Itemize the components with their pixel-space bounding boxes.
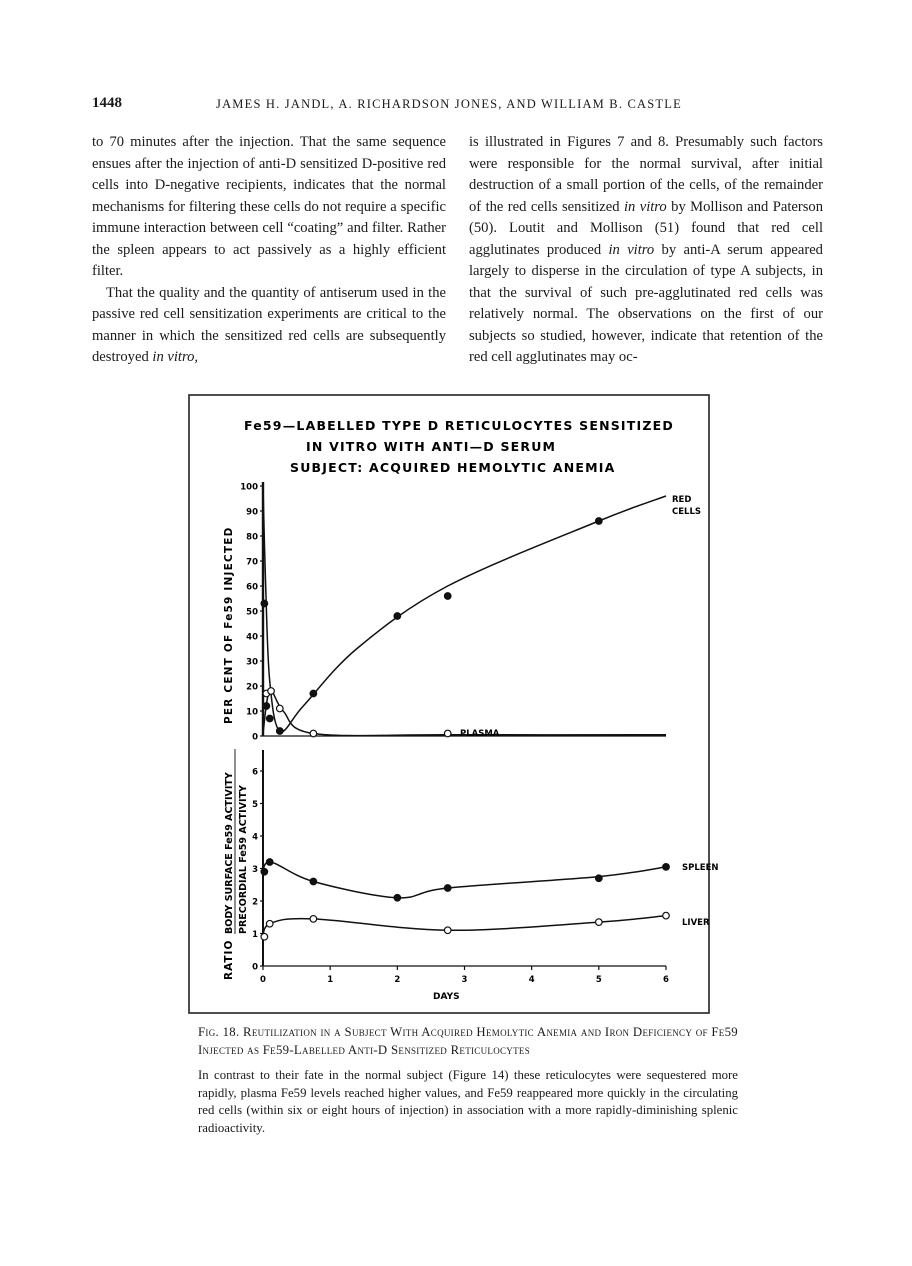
top-y-tick-label: 40 (246, 632, 258, 643)
x-axis-label: DAYS (433, 992, 460, 1002)
top-y-axis-label: PER CENT OF Fe59 INJECTED (223, 526, 235, 724)
red-cells-point (444, 593, 451, 600)
bottom-y-tick-label: 2 (252, 897, 258, 908)
bottom-y-axis-label-denominator: PRECORDIAL Fe59 ACTIVITY (238, 785, 249, 934)
spleen-point (310, 878, 317, 885)
red-cells-point (310, 690, 317, 697)
top-y-tick-label: 0 (252, 732, 258, 743)
spleen-point (596, 875, 603, 882)
left-column (92, 132, 446, 369)
right-italic-1: in vitro (623, 198, 667, 215)
plasma-point (276, 705, 283, 712)
page-number: 1448 (92, 95, 122, 111)
figure-caption (198, 1024, 738, 1137)
series-label-red-cells-1: RED (672, 495, 692, 505)
plasma-point (268, 688, 275, 695)
bottom-y-tick-label: 0 (252, 962, 258, 973)
red-cells-point (266, 715, 273, 722)
page-header (92, 95, 820, 115)
spleen-point (261, 868, 268, 875)
figure-title-line-2: IN VITRO WITH ANTI—D SERUM (306, 439, 557, 454)
series-label-red-cells-2: CELLS (672, 507, 701, 517)
spleen-curve (263, 862, 666, 898)
liver-point (261, 933, 268, 940)
right-column (469, 132, 823, 369)
figure-title-line-1: Fe59—LABELLED TYPE D RETICULOCYTES SENSITIZED (244, 418, 674, 433)
right-italic-2: in vitro (608, 241, 655, 258)
red-cells-curve (263, 486, 666, 732)
top-y-tick-label: 80 (246, 532, 258, 543)
bottom-y-tick-label: 6 (252, 767, 258, 778)
x-tick-label: 6 (663, 975, 669, 985)
caption-description: In contrast to their fate in the normal subject (Figure 14) these reticulocytes were sequestered more rapidly, plasma Fe59 levels reached higher values, and Fe59 reappeared more quickly in the circulating red cells (within six or eight hours of injection) in association with a more rapidly-diminishing splenic radioactivity. (198, 1068, 738, 1135)
spleen-point (394, 894, 401, 901)
spleen-point (663, 864, 670, 871)
figure-title-line-3: SUBJECT: ACQUIRED HEMOLYTIC ANEMIA (290, 460, 616, 475)
right-text-1: is illustrated in Figures 7 and 8. Presumably such factors were responsible for the normal survival, after initial destruction of a small portion of the cells, of the remainder of the red cells sensitized (469, 134, 823, 215)
right-text-2: by Mollison and Paterson (50). Loutit and Mollison (51) found that red cell agglutinates produced (469, 198, 823, 258)
bottom-y-tick-label: 4 (252, 832, 258, 843)
x-tick-label: 2 (394, 975, 401, 985)
left-paragraph-1: to 70 minutes after the injection. That the same sequence ensues after the injection of anti-D sensitized D-positive red cells into D-negative recipients, indicates that the normal mechanisms for filtering these cells do not require a specific immune interaction between cell “coating” and filter. Rather the spleen appears to act passively as a highly efficient filter. (92, 134, 446, 279)
x-tick-label: 1 (327, 975, 334, 985)
top-y-tick-label: 90 (246, 507, 258, 518)
x-tick-label: 5 (595, 975, 602, 985)
top-y-tick-label: 10 (246, 707, 258, 718)
top-y-tick-label: 30 (246, 657, 258, 668)
liver-point (663, 912, 670, 919)
series-label-spleen: SPLEEN (682, 863, 719, 873)
liver-point (596, 919, 603, 926)
liver-point (310, 916, 317, 923)
figure-18 (188, 394, 719, 1014)
bottom-y-tick-label: 1 (252, 930, 258, 940)
plasma-point (310, 730, 317, 737)
x-tick-label: 3 (461, 975, 468, 985)
left-paragraph-2 (92, 283, 446, 369)
top-y-tick-label: 50 (246, 607, 258, 618)
liver-point (266, 920, 273, 927)
red-cells-point (596, 518, 603, 525)
top-y-tick-label: 70 (246, 557, 258, 568)
caption-title: Fig. 18. Reutilization in a Subject With Acquired Hemolytic Anemia and Iron Deficiency of Fe59 Injected as Fe59-Labelled Anti-D Sensitized Reticulocytes (198, 1025, 738, 1057)
figure-chart (188, 394, 719, 1014)
left-paragraph-2-text: That the quality and the quantity of antiserum used in the passive red cell sensitization experiments are critical to the manner in which the sensitized red cells are subsequently destroyed (92, 284, 446, 365)
series-label-plasma: PLASMA (460, 729, 500, 739)
bottom-y-tick-label: 5 (252, 800, 258, 810)
x-tick-label: 4 (528, 975, 535, 985)
bottom-y-axis-label-numerator: BODY SURFACE Fe59 ACTIVITY (224, 772, 235, 934)
axes-group (240, 482, 669, 985)
liver-curve (263, 916, 666, 940)
red-cells-point (276, 728, 283, 735)
plasma-point (444, 730, 451, 737)
right-text-3: by anti-A serum appeared largely to disperse in the circulation of type A subjects, in that the survival of such pre-agglutinated red cells was relatively normal. The observations on the first of our subjects so studied, however, indicate that retention of the red cell agglutinates may oc- (469, 241, 823, 365)
spleen-point (444, 885, 451, 892)
red-cells-point (261, 600, 268, 607)
top-y-tick-label: 100 (240, 482, 258, 493)
series-label-liver: LIVER (682, 918, 710, 928)
liver-point (444, 927, 451, 934)
left-paragraph-2-italic: in vitro, (152, 349, 199, 365)
top-y-tick-label: 20 (246, 682, 258, 693)
running-head: JAMES H. JANDL, A. RICHARDSON JONES, AND WILLIAM B. CASTLE (216, 97, 682, 111)
red-cells-point (263, 703, 270, 710)
top-y-tick-label: 60 (246, 582, 258, 593)
curves-group (263, 486, 666, 940)
right-paragraph (469, 132, 823, 369)
red-cells-point (394, 613, 401, 620)
spleen-point (266, 859, 273, 866)
bottom-y-axis-label-ratio: RATIO (223, 939, 235, 980)
bottom-y-tick-label: 3 (252, 865, 258, 875)
x-tick-label: 0 (260, 975, 266, 985)
